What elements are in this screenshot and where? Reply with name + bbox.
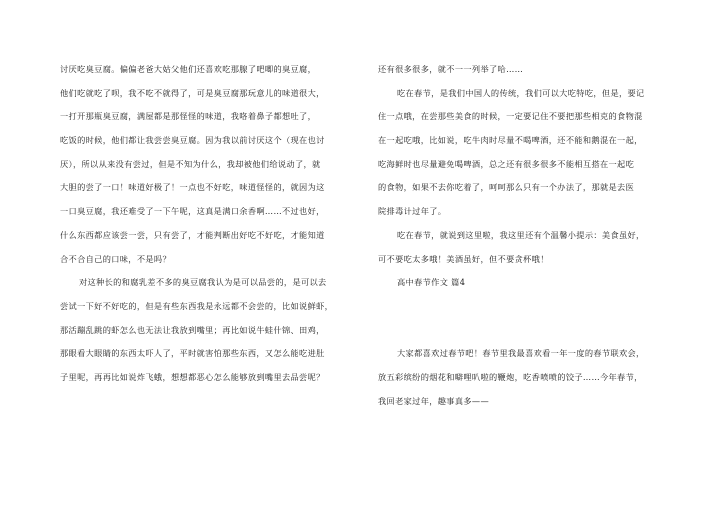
text-line: 可不要吃太多哦！美酒虽好，但不要贪杯哦！: [378, 253, 549, 264]
paragraph-first-line: 吃在春节，就说到这里啦，我这里还有个温馨小提示：美食虽好，: [397, 229, 645, 240]
text-line: 院排毒计过年了。: [378, 206, 447, 217]
text-line: 大胆的尝了一口！味道好极了！一点也不好吃，味道怪怪的，就因为这: [60, 182, 325, 193]
text-line: 还有很多很多，就不一一列举了哈……: [378, 64, 524, 74]
text-line: 厌），所以从来没有尝过，但是不知为什么，我却被他们给说动了，就: [60, 158, 321, 169]
text-line: 住一点哦，在尝那些美食的时候，一定要记住不要把那些相克的食物混: [378, 111, 643, 122]
text-line: 一打开那瓶臭豆腐，满屋都是那怪怪的味道，我咯着鼻子都想吐了，: [60, 111, 317, 122]
left-column: [60, 58, 352, 390]
text-line: 尝试一下好不好吃的，但是有些东西我是永远都不会尝的，比如说鲜虾，: [60, 300, 334, 311]
text-line: 合不合自己的口味，不是吗？: [60, 253, 171, 264]
text-line: 子里呢，再再比如说炸飞蛾，想想都恶心怎么能够放到嘴里去品尝呢？: [60, 371, 325, 382]
text-line: 在一起吃哦，比如说，吃牛肉时尽量不喝啤酒，还不能和鹅混在一起，: [378, 135, 643, 146]
paragraph-first-line: 大家都喜欢过春节吧！春节里我最喜欢看一年一度的春节联欢会，: [397, 348, 645, 359]
text-line: 那活蹦乱跳的虾怎么也无法让我放到嘴里；再比如说牛蛙什锦、田鸡，: [60, 324, 325, 335]
text-line: 讨厌吃臭豆腐。偏偏老爸大姑父他们还喜欢吃那腺了吧唧的臭豆腐，: [60, 64, 317, 74]
text-line: 的食物，如果不去你吃着了，呵呵那么只有一个办法了，那就是去医: [378, 182, 635, 193]
blank-line: [378, 319, 670, 343]
paragraph-first-line: 对这种长的和腐乳差不多的臭豆腐我认为是可以品尝的，是可以去: [79, 277, 327, 288]
text-line: 吃饭的时候，他们都让我尝尝臭豆腐。因为我以前讨厌这个（现在也讨: [60, 135, 325, 146]
text-line: 吃海鲜时也尽量避免喝啤酒，总之还有很多很多不能相互搭在一起吃: [378, 158, 635, 169]
text-line: 一口臭豆腐，我还难受了一下午呢，这真是满口余香啊……不过也好，: [60, 206, 325, 217]
text-line: 什么东西都应该尝一尝，只有尝了，才能判断出好吃不好吃，才能知道: [60, 229, 325, 240]
text-line: 我回老家过年，趣事真多——: [378, 395, 489, 406]
right-column: [378, 58, 670, 413]
section-heading: 高中春节作文 篇4: [397, 277, 466, 288]
paragraph-first-line: 吃在春节，是我们中国人的传统，我们可以大吃特吃，但是，要记: [397, 87, 645, 98]
text-line: 放五彩缤纷的烟花和噼哩叭啦的鞭炮，吃香喷喷的饺子……今年春节，: [378, 371, 643, 382]
blank-line: [378, 295, 670, 319]
text-line: 他们吃就吃了呗，我不吃不就得了，可是臭豆腐那玩意儿的味道很大，: [60, 87, 325, 98]
text-line: 那眼看大眼睛的东西太吓人了，平时就害怕那些东西，又怎么能吃进肚: [60, 348, 325, 359]
